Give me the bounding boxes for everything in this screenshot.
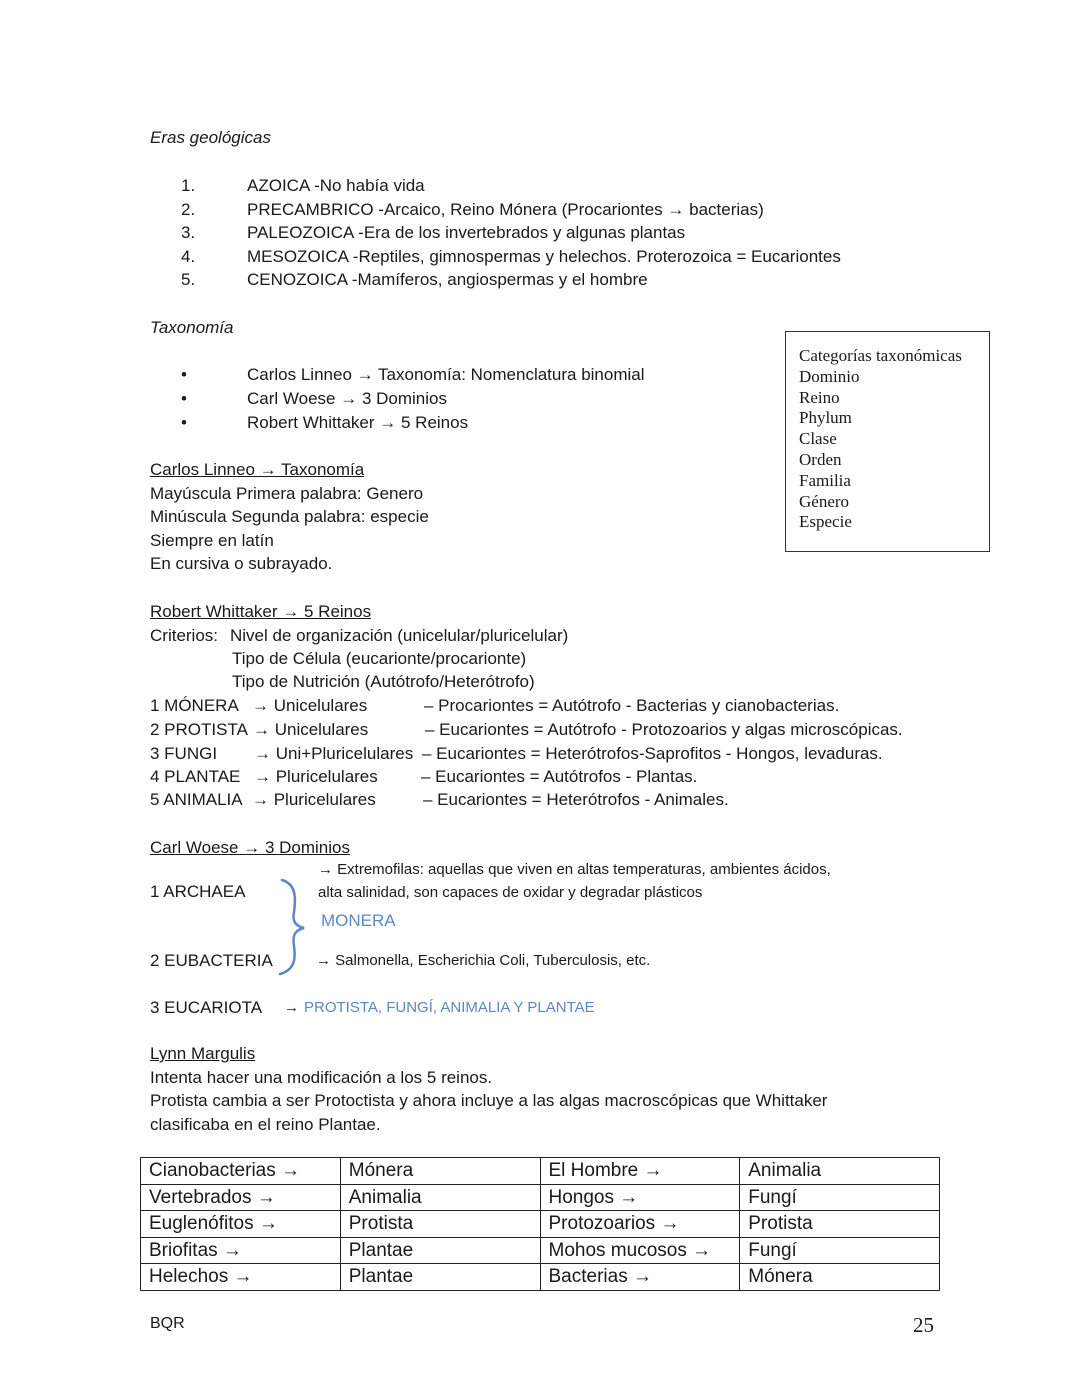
- eras-item-number: 5.: [181, 270, 196, 289]
- eras-item: MESOZOICA -Reptiles, gimnospermas y helechos. Proterozoica = Eucariontes: [247, 247, 841, 266]
- table-cell: Plantae: [340, 1264, 540, 1291]
- taxonomia-bullet-item: Carl Woese → 3 Dominios: [247, 389, 447, 408]
- linneo-line: En cursiva o subrayado.: [150, 554, 333, 573]
- curly-brace-icon: [274, 876, 314, 976]
- eubacteria-label: 2 EUBACTERIA: [150, 951, 273, 970]
- reino-cells: → Uni+Pluricelulares: [254, 744, 414, 763]
- eras-item-number: 4.: [181, 247, 196, 266]
- categoria-item: Familia: [799, 470, 851, 490]
- eucariota-note: PROTISTA, FUNGÍ, ANIMALIA Y PLANTAE: [304, 999, 595, 1016]
- reino-cells: → Pluricelulares: [252, 790, 376, 809]
- reino-cells: → Unicelulares: [253, 720, 369, 739]
- reino-desc: – Eucariontes = Heterótrofos - Animales.: [423, 790, 729, 809]
- eras-item: PALEOZOICA -Era de los invertebrados y algunas plantas: [247, 223, 686, 242]
- table-cell: Protozoarios →: [540, 1211, 740, 1238]
- taxonomia-bullet-item: Robert Whittaker → 5 Reinos: [247, 413, 469, 432]
- archaea-label: 1 ARCHAEA: [150, 882, 246, 901]
- categoria-item: Especie: [799, 512, 852, 532]
- margulis-heading: Lynn Margulis: [150, 1044, 256, 1063]
- table-row: [141, 1158, 940, 1185]
- taxonomia-heading: Taxonomía: [150, 318, 234, 337]
- monera-label: MONERA: [321, 911, 396, 930]
- table-cell: Protista: [740, 1211, 940, 1238]
- linneo-line: Mayúscula Primera palabra: Genero: [150, 484, 424, 503]
- whittaker-heading: Robert Whittaker → 5 Reinos: [150, 602, 372, 621]
- categorias-title: Categorías taxonómicas: [799, 346, 962, 365]
- woese-heading: Carl Woese → 3 Dominios: [150, 838, 350, 857]
- categoria-item: Phylum: [799, 408, 852, 428]
- reino-name: 4 PLANTAE: [150, 767, 241, 786]
- reino-desc: – Procariontes = Autótrofo - Bacterias y cianobacterias.: [424, 696, 840, 715]
- eras-item: CENOZOICA -Mamíferos, angiospermas y el hombre: [247, 270, 648, 289]
- bullet-icon: •: [181, 365, 187, 384]
- eucariota-label: 3 EUCARIOTA: [150, 998, 263, 1017]
- archaea-note: → Extremofilas: aquellas que viven en altas temperaturas, ambientes ácidos,: [318, 861, 831, 878]
- criterio-item: Tipo de Célula (eucarionte/procarionte): [232, 649, 527, 668]
- eras-item-number: 3.: [181, 223, 196, 242]
- table-cell: Mohos mucosos →: [540, 1237, 740, 1264]
- categoria-item: Orden: [799, 449, 842, 469]
- eras-item: PRECAMBRICO -Arcaico, Reino Mónera (Procariontes → bacterias): [247, 200, 764, 219]
- table-cell: Animalia: [340, 1184, 540, 1211]
- reino-desc: – Eucariontes = Autótrofo - Protozoarios y algas microscópicas.: [425, 720, 903, 739]
- reino-cells: → Unicelulares: [252, 696, 368, 715]
- table-cell: Vertebrados →: [141, 1184, 341, 1211]
- reino-desc: – Eucariontes = Heterótrofos-Saprofitos - Hongos, levaduras.: [422, 744, 883, 763]
- eras-item: AZOICA -No había vida: [247, 176, 425, 195]
- table-cell: Helechos →: [141, 1264, 341, 1291]
- categorias-box: [785, 331, 990, 552]
- table-row: [141, 1264, 940, 1291]
- reino-name: 2 PROTISTA: [150, 720, 248, 739]
- taxonomia-bullet-item: Carlos Linneo → Taxonomía: Nomenclatura binomial: [247, 365, 645, 384]
- eras-heading: Eras geológicas: [150, 128, 271, 147]
- table-cell: El Hombre →: [540, 1158, 740, 1185]
- reino-desc: – Eucariontes = Autótrofos - Plantas.: [421, 767, 698, 786]
- reino-name: 1 MÓNERA: [150, 696, 239, 715]
- table-cell: Euglenófitos →: [141, 1211, 341, 1238]
- table-row: [141, 1211, 940, 1238]
- criterio-item: Tipo de Nutrición (Autótrofo/Heterótrofo): [232, 672, 535, 691]
- eucariota-arrow: →: [284, 999, 299, 1016]
- table-cell: Protista: [340, 1211, 540, 1238]
- categoria-item: Género: [799, 491, 850, 511]
- table-cell: Fungí: [740, 1184, 940, 1211]
- eubacteria-note: → Salmonella, Escherichia Coli, Tuberculosis, etc.: [316, 952, 651, 969]
- archaea-note: alta salinidad, son capaces de oxidar y degradar plásticos: [318, 884, 703, 901]
- table-cell: Fungí: [740, 1237, 940, 1264]
- margulis-line: clasificaba en el reino Plantae.: [150, 1115, 381, 1134]
- eras-item-number: 2.: [181, 200, 196, 219]
- categoria-item: Clase: [799, 429, 837, 449]
- table-cell: Bacterias →: [540, 1264, 740, 1291]
- bullet-icon: •: [181, 413, 187, 432]
- table-cell: Mónera: [740, 1264, 940, 1291]
- reino-name: 3 FUNGI: [150, 744, 218, 763]
- linneo-line: Minúscula Segunda palabra: especie: [150, 507, 429, 526]
- table-cell: Briofitas →: [141, 1237, 341, 1264]
- page-number: 25: [913, 1313, 934, 1337]
- linneo-heading: Carlos Linneo → Taxonomía: [150, 460, 365, 479]
- classification-table: [140, 1157, 940, 1291]
- criterios-label: Criterios:: [150, 626, 219, 645]
- reino-cells: → Pluricelulares: [254, 767, 378, 786]
- eras-item-number: 1.: [181, 176, 196, 195]
- categoria-item: Dominio: [799, 366, 860, 386]
- margulis-line: Protista cambia a ser Protoctista y ahora incluye a las algas macroscópicas que Whittaker: [150, 1091, 828, 1110]
- footer-label: BQR: [150, 1315, 185, 1332]
- table-row: [141, 1237, 940, 1264]
- table-cell: Hongos →: [540, 1184, 740, 1211]
- bullet-icon: •: [181, 389, 187, 408]
- table-cell: Plantae: [340, 1237, 540, 1264]
- table-row: [141, 1184, 940, 1211]
- reino-name: 5 ANIMALIA: [150, 790, 243, 809]
- table-cell: Animalia: [740, 1158, 940, 1185]
- categoria-item: Reino: [799, 387, 840, 407]
- criterio-item: Nivel de organización (unicelular/pluricelular): [230, 626, 569, 645]
- table-cell: Mónera: [340, 1158, 540, 1185]
- margulis-line: Intenta hacer una modificación a los 5 reinos.: [150, 1068, 493, 1087]
- table-cell: Cianobacterias →: [141, 1158, 341, 1185]
- linneo-line: Siempre en latín: [150, 531, 274, 550]
